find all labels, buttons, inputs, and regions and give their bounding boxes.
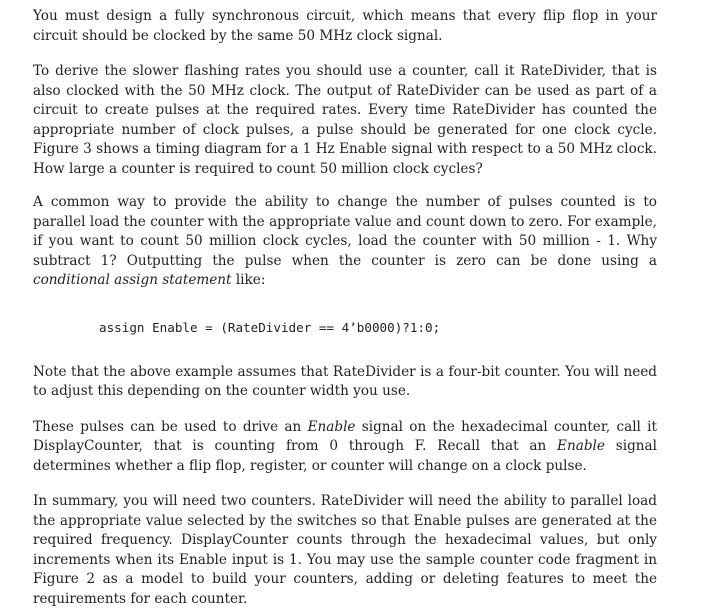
paragraph-text: A common way to provide the ability to change the number of pulses counted is to parallel load the counter with the appropriate value and count down to zero. For example, if you want to count 50 million clock cycles, load the counter with 50 million - 1. Why subtract 1? Outputting the pulse when the counter is zero can be done using a xyxy=(33,194,657,269)
paragraph-text: like: xyxy=(231,272,266,288)
paragraph-synchronous-circuit: You must design a fully synchronous circuit, which means that every flip flop in your circuit should be clocked by the same 50 MHz clock signal. xyxy=(33,8,657,44)
emphasis-enable: Enable xyxy=(307,418,356,435)
code-assign-enable: assign Enable = (RateDivider == 4’b0000)?1:0; xyxy=(99,319,441,335)
paragraph-text: signal determines whether a flip flop, register, or counter will change on a clock pulse. xyxy=(33,438,657,474)
paragraph-rate-divider: To derive the slower flashing rates you should use a counter, call it RateDivider, that is also clocked with the 50 MHz clock. The output of RateDivider can be used as part of a circuit to create pulses at the required rates. Every time RateDivider has counted the appropriate number of clock pulses, a pulse should be generated for one clock cycle. Figure 3 shows a timing diagram for a 1 Hz Enable signal with respect to a 50 MHz clock. How large a counter is required to count 50 million clock cycles? xyxy=(33,63,657,177)
paragraph-parallel-load xyxy=(33,193,657,291)
paragraph-summary: In summary, you will need two counters. RateDivider will need the ability to parallel load the appropriate value selected by the switches so that Enable pulses are generated at the required frequency. DisplayCounter counts through the hexadecimal values, but only increments when its Enable input is 1. You may use the sample counter code fragment in Figure 2 as a model to build your counters, adding or deleting features to meet the requirements for each counter. xyxy=(33,493,657,607)
emphasis-conditional-assign: conditional assign statement xyxy=(33,272,232,288)
emphasis-enable: Enable xyxy=(557,438,605,454)
paragraph-four-bit-note: Note that the above example assumes that RateDivider is a four-bit counter. You will need to adjust this depending on the counter width you use. xyxy=(33,363,657,399)
paragraph-text: These pulses can be used to drive an xyxy=(33,418,308,435)
document-body xyxy=(33,7,657,609)
paragraph-display-counter xyxy=(33,418,657,477)
paragraph-text: signal on the hexadecimal counter, call it DisplayCounter, that is counting from 0 through F. Recall that an xyxy=(33,418,657,454)
